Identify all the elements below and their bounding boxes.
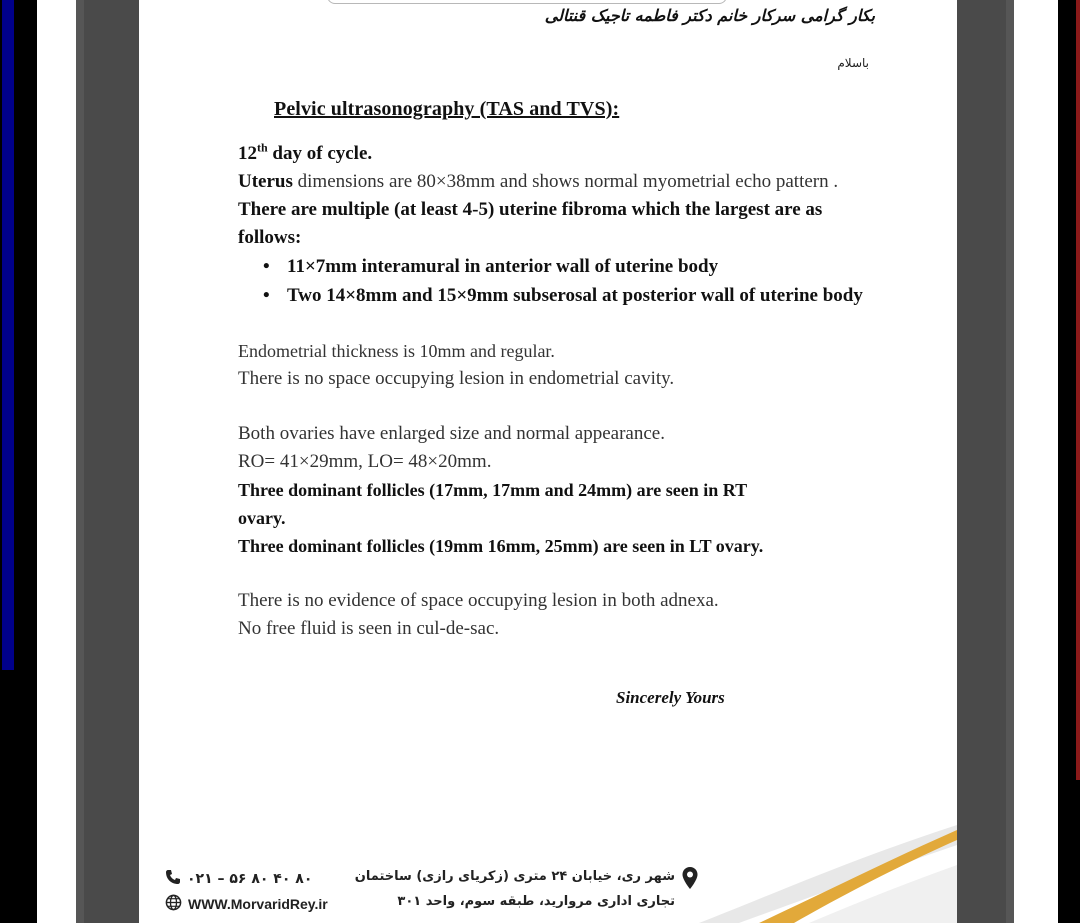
location-pin-icon bbox=[681, 866, 699, 895]
footer-address-line-1: شهر ری، خیابان ۲۴ متری (زکریای رازی) ساختمان bbox=[354, 869, 675, 884]
greeting: باسلام bbox=[837, 56, 869, 70]
document-page bbox=[139, 0, 957, 923]
fibroma-line: There are multiple (at least 4-5) uterine fibroma which the largest are as bbox=[238, 199, 823, 220]
endometrium-line: Endometrial thickness is 10mm and regular. bbox=[238, 341, 555, 361]
adnexa-line: There is no evidence of space occupying lesion in both adnexa. bbox=[238, 590, 719, 611]
uterus-line: Uterus dimensions are 80×38mm and shows normal myometrial echo pattern . bbox=[238, 171, 839, 192]
fibroma-list bbox=[238, 252, 888, 310]
fibroma-line-cont: follows: bbox=[238, 227, 302, 248]
ovaries-line: Both ovaries have enlarged size and normal appearance. bbox=[238, 423, 665, 444]
salutation: بکار گرامی سرکار خانم دکتر فاطمه تاجیک قنتالی bbox=[544, 6, 875, 25]
report-body bbox=[238, 140, 888, 643]
list-item: • Two 14×8mm and 15×9mm subserosal at posterior wall of uterine body bbox=[287, 281, 888, 310]
endometrium-line: There is no space occupying lesion in endometrial cavity. bbox=[238, 368, 675, 389]
list-item: • 11×7mm interamural in anterior wall of uterine body bbox=[287, 252, 888, 281]
globe-icon bbox=[165, 894, 182, 914]
adnexa-line: No free fluid is seen in cul-de-sac. bbox=[238, 618, 500, 639]
phone-icon bbox=[165, 869, 181, 889]
decorative-swoosh bbox=[699, 790, 957, 923]
ovaries-line: Three dominant follicles (19mm 16mm, 25mm) are seen in LT ovary. bbox=[238, 536, 764, 556]
ovaries-line: Three dominant follicles (17mm, 17mm and 24mm) are seen in RT bbox=[238, 480, 748, 500]
footer-website[interactable]: WWW.MorvaridRey.ir bbox=[165, 894, 328, 914]
viewer-left-margin bbox=[38, 0, 76, 923]
ovaries-line: RO= 41×29mm, LO= 48×20mm. bbox=[238, 451, 492, 472]
header-box bbox=[327, 0, 727, 4]
footer-phone: ۰۲۱ – ۵۶ ۸۰ ۴۰ ۸۰ bbox=[165, 869, 312, 889]
viewer-left-accent bbox=[2, 0, 14, 670]
cycle-day: 12th day of cycle. bbox=[238, 140, 373, 164]
signoff: Sincerely Yours bbox=[616, 688, 725, 707]
viewer-right-accent bbox=[1076, 0, 1080, 780]
viewer-right-margin bbox=[1014, 0, 1058, 923]
report-title: Pelvic ultrasonography (TAS and TVS): bbox=[274, 98, 620, 120]
ovaries-line: ovary. bbox=[238, 508, 286, 528]
footer-address-line-2: تجاری اداری مروارید، طبقه سوم، واحد ۳۰۱ bbox=[397, 894, 675, 909]
